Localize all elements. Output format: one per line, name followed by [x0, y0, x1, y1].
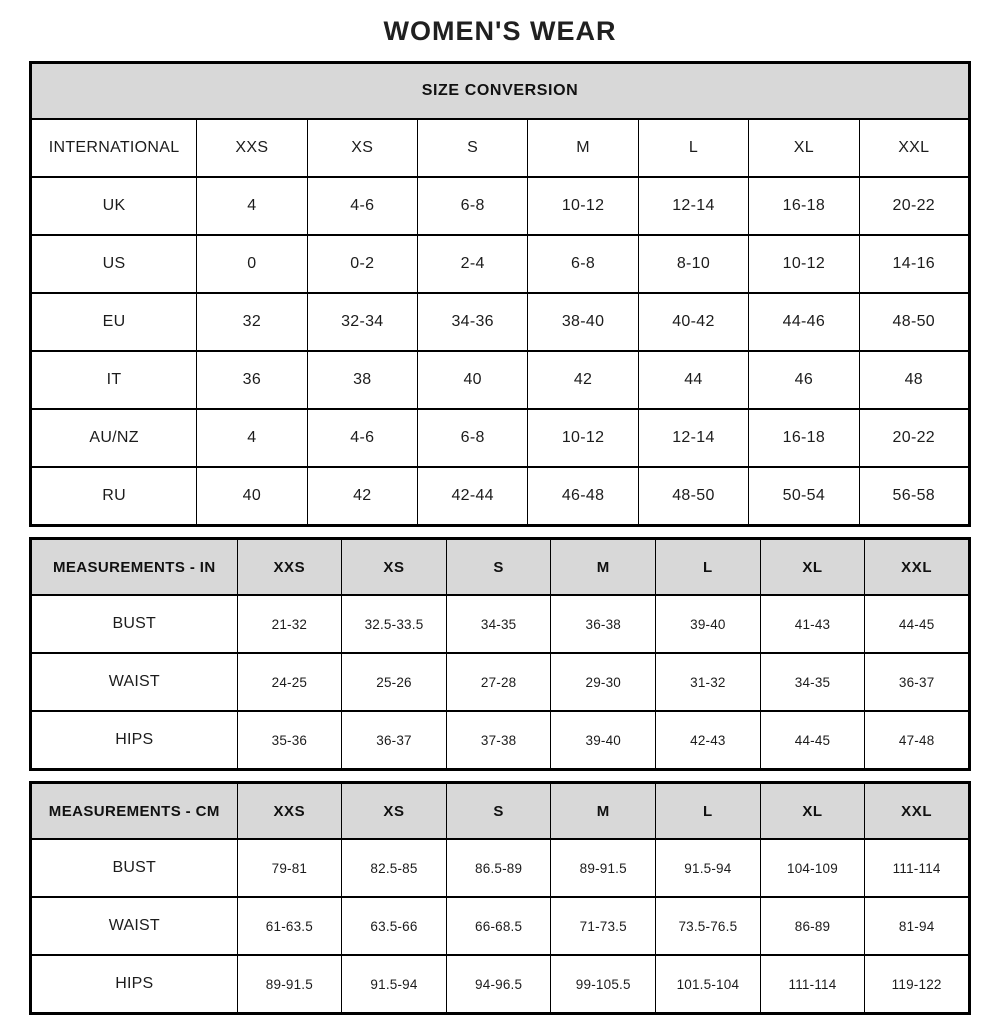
table-cell: 44: [638, 351, 748, 409]
measurements-cm-table: [29, 781, 971, 1015]
table-cell: 37-38: [446, 711, 551, 770]
table-cell: 4-6: [307, 177, 417, 235]
table-cell: 38: [307, 351, 417, 409]
size-conversion-columns-row: [31, 119, 970, 177]
size-column-header: XXL: [865, 539, 970, 596]
table-cell: 10-12: [528, 177, 638, 235]
table-cell: 91.5-94: [342, 955, 447, 1014]
column-header-size: M: [528, 119, 638, 177]
table-cell: 91.5-94: [656, 839, 761, 897]
table-cell: 94-96.5: [446, 955, 551, 1014]
table-cell: 40: [197, 467, 307, 526]
table-cell: 0: [197, 235, 307, 293]
table-cell: 111-114: [760, 955, 865, 1014]
table-cell: 89-91.5: [237, 955, 342, 1014]
table-cell: 40: [417, 351, 527, 409]
size-conversion-table: [29, 61, 971, 527]
table-cell: 119-122: [865, 955, 970, 1014]
table-cell: 73.5-76.5: [656, 897, 761, 955]
table-cell: 36-38: [551, 595, 656, 653]
size-chart-page: [29, 0, 971, 1015]
table-cell: 42: [307, 467, 417, 526]
table-cell: 44-46: [749, 293, 859, 351]
column-header-size: S: [417, 119, 527, 177]
table-cell: 36-37: [865, 653, 970, 711]
table-cell: 4-6: [307, 409, 417, 467]
measurements-in-header-row: [31, 539, 970, 596]
table-cell: 50-54: [749, 467, 859, 526]
size-column-header: XS: [342, 783, 447, 840]
table-cell: 6-8: [417, 409, 527, 467]
table-cell: 39-40: [551, 711, 656, 770]
measurements-in-header: MEASUREMENTS - IN: [31, 539, 238, 596]
column-header-size: L: [638, 119, 748, 177]
table-cell: 104-109: [760, 839, 865, 897]
table-row: [31, 653, 970, 711]
row-label: RU: [31, 467, 197, 526]
table-cell: 66-68.5: [446, 897, 551, 955]
table-cell: 20-22: [859, 409, 969, 467]
row-label: AU/NZ: [31, 409, 197, 467]
table-cell: 82.5-85: [342, 839, 447, 897]
table-cell: 79-81: [237, 839, 342, 897]
table-cell: 56-58: [859, 467, 969, 526]
table-cell: 36: [197, 351, 307, 409]
table-cell: 6-8: [528, 235, 638, 293]
table-cell: 38-40: [528, 293, 638, 351]
table-cell: 48-50: [859, 293, 969, 351]
column-header-size: XL: [749, 119, 859, 177]
table-row: [31, 839, 970, 897]
table-row: [31, 293, 970, 351]
size-column-header: L: [656, 539, 761, 596]
size-column-header: S: [446, 783, 551, 840]
table-cell: 101.5-104: [656, 955, 761, 1014]
size-column-header: M: [551, 783, 656, 840]
size-column-header: XXS: [237, 783, 342, 840]
column-header-international: INTERNATIONAL: [31, 119, 197, 177]
table-cell: 71-73.5: [551, 897, 656, 955]
table-cell: 32.5-33.5: [342, 595, 447, 653]
table-cell: 44-45: [865, 595, 970, 653]
table-cell: 10-12: [528, 409, 638, 467]
row-label: UK: [31, 177, 197, 235]
table-cell: 42: [528, 351, 638, 409]
size-column-header: L: [656, 783, 761, 840]
table-cell: 99-105.5: [551, 955, 656, 1014]
column-header-size: XXL: [859, 119, 969, 177]
table-cell: 0-2: [307, 235, 417, 293]
page-title: WOMEN'S WEAR: [383, 16, 617, 46]
size-column-header: S: [446, 539, 551, 596]
size-conversion-banner-row: [31, 63, 970, 120]
table-row: [31, 351, 970, 409]
table-cell: 4: [197, 177, 307, 235]
table-cell: 34-36: [417, 293, 527, 351]
table-cell: 8-10: [638, 235, 748, 293]
table-cell: 111-114: [865, 839, 970, 897]
row-label: EU: [31, 293, 197, 351]
row-label: HIPS: [31, 955, 238, 1014]
table-cell: 21-32: [237, 595, 342, 653]
table-cell: 48: [859, 351, 969, 409]
table-cell: 36-37: [342, 711, 447, 770]
table-cell: 10-12: [749, 235, 859, 293]
table-row: [31, 897, 970, 955]
table-cell: 39-40: [656, 595, 761, 653]
table-cell: 25-26: [342, 653, 447, 711]
row-label: BUST: [31, 595, 238, 653]
table-cell: 32-34: [307, 293, 417, 351]
row-label: US: [31, 235, 197, 293]
table-cell: 61-63.5: [237, 897, 342, 955]
table-cell: 44-45: [760, 711, 865, 770]
table-cell: 48-50: [638, 467, 748, 526]
column-header-size: XS: [307, 119, 417, 177]
table-cell: 31-32: [656, 653, 761, 711]
row-label: WAIST: [31, 897, 238, 955]
size-column-header: XS: [342, 539, 447, 596]
measurements-cm-header-row: [31, 783, 970, 840]
table-cell: 46: [749, 351, 859, 409]
table-cell: 16-18: [749, 409, 859, 467]
table-cell: 81-94: [865, 897, 970, 955]
table-cell: 24-25: [237, 653, 342, 711]
table-row: [31, 409, 970, 467]
table-cell: 14-16: [859, 235, 969, 293]
table-cell: 42-43: [656, 711, 761, 770]
table-cell: 86-89: [760, 897, 865, 955]
row-label: HIPS: [31, 711, 238, 770]
table-cell: 12-14: [638, 409, 748, 467]
table-cell: 40-42: [638, 293, 748, 351]
row-label: IT: [31, 351, 197, 409]
table-cell: 20-22: [859, 177, 969, 235]
table-cell: 32: [197, 293, 307, 351]
measurements-cm-header: MEASUREMENTS - CM: [31, 783, 238, 840]
table-cell: 4: [197, 409, 307, 467]
table-row: [31, 711, 970, 770]
table-cell: 27-28: [446, 653, 551, 711]
size-column-header: XL: [760, 539, 865, 596]
column-header-size: XXS: [197, 119, 307, 177]
table-row: [31, 177, 970, 235]
table-cell: 86.5-89: [446, 839, 551, 897]
table-cell: 12-14: [638, 177, 748, 235]
size-column-header: M: [551, 539, 656, 596]
table-row: [31, 235, 970, 293]
table-cell: 41-43: [760, 595, 865, 653]
row-label: BUST: [31, 839, 238, 897]
table-cell: 63.5-66: [342, 897, 447, 955]
table-cell: 89-91.5: [551, 839, 656, 897]
size-column-header: XXL: [865, 783, 970, 840]
table-cell: 34-35: [446, 595, 551, 653]
table-cell: 46-48: [528, 467, 638, 526]
size-column-header: XXS: [237, 539, 342, 596]
measurements-in-table: [29, 537, 971, 771]
table-cell: 6-8: [417, 177, 527, 235]
table-cell: 35-36: [237, 711, 342, 770]
table-row: [31, 467, 970, 526]
table-cell: 16-18: [749, 177, 859, 235]
table-cell: 47-48: [865, 711, 970, 770]
row-label: WAIST: [31, 653, 238, 711]
table-row: [31, 955, 970, 1014]
table-row: [31, 595, 970, 653]
table-cell: 29-30: [551, 653, 656, 711]
size-column-header: XL: [760, 783, 865, 840]
table-cell: 2-4: [417, 235, 527, 293]
size-conversion-header: SIZE CONVERSION: [31, 63, 970, 120]
table-cell: 42-44: [417, 467, 527, 526]
table-cell: 34-35: [760, 653, 865, 711]
